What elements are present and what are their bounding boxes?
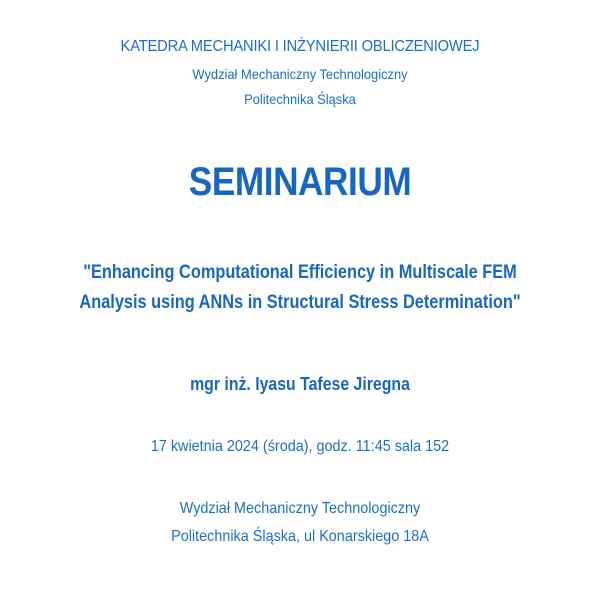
event-type-heading: SEMINARIUM (188, 160, 412, 204)
event-datetime: 17 kwietnia 2024 (środa), godz. 11:45 sala 152 (150, 438, 450, 455)
seminar-title-line-2: Analysis using ANNs in Structural Stress Determination" (79, 292, 521, 313)
speaker-name: mgr inż. Iyasu Tafese Jiregna (190, 374, 410, 394)
department-name: KATEDRA MECHANIKI I INŻYNIERII OBLICZENIOWEJ (120, 38, 480, 55)
seminar-title-line-1: "Enhancing Computational Efficiency in Multiscale FEM (83, 262, 517, 283)
university-name: Politechnika Śląska (244, 91, 356, 107)
venue-address: Politechnika Śląska, ul Konarskiego 18A (171, 528, 429, 545)
faculty-name: Wydział Mechaniczny Technologiczny (192, 66, 408, 82)
venue-faculty: Wydział Mechaniczny Technologiczny (179, 500, 421, 517)
